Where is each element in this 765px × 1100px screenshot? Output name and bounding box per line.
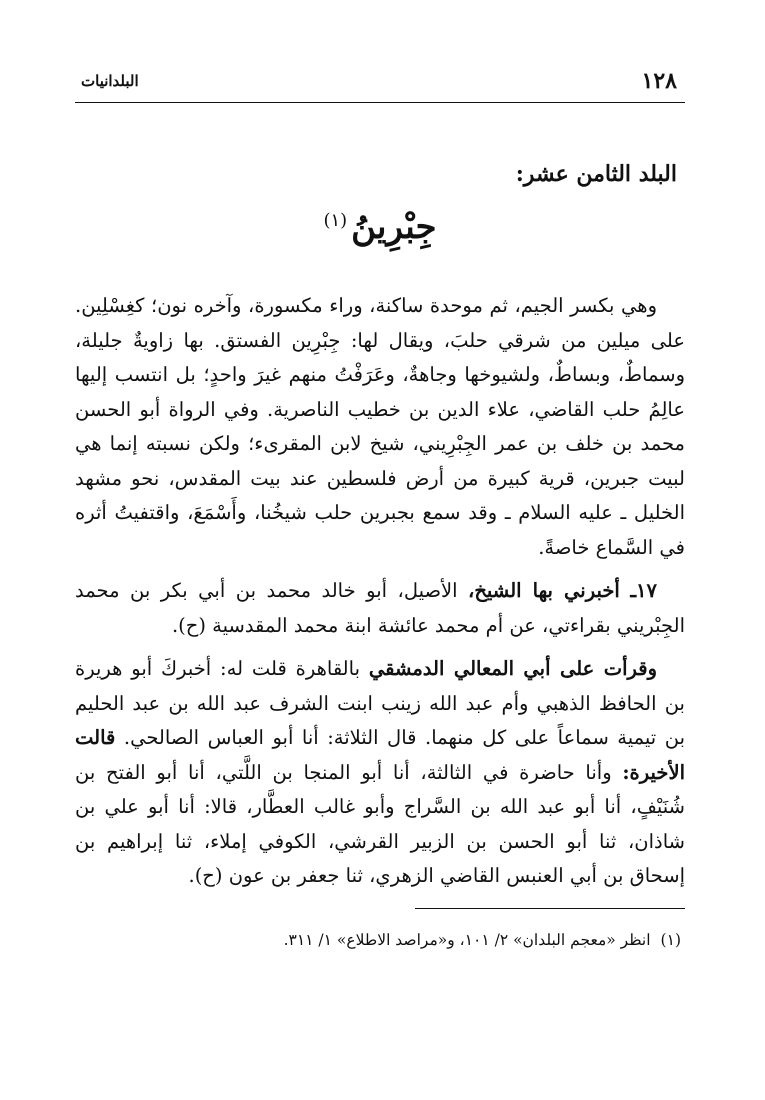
- town-name: جِبْرِينُ: [351, 207, 437, 247]
- description-paragraph: وهي بكسر الجيم، ثم موحدة ساكنة، وراء مكسورة، وآخره نون؛ كغِسْلِين. على ميلين من شرقي حلبَ، ويقال لها: جِبْرِين الفستق. بها زاويةٌ جليلة، وسماطٌ، وبساطٌ، ولشيوخها وجاهةٌ، وعَرَفْتُ منهم غيرَ واحدٍ؛ بل انتسب إليها عالِمُ حلب القاضي، علاء الدين بن خطيب الناصرية. وفي الرواة أبو الحسن محمد بن خلف بن عمر الجِبْرِيني، شيخ لابن المقرىء؛ ولكن نسبته إنما هي لبيت جبرين، قرية كبيرة من أرض فلسطين عند بيت المقدس، نحو مشهد الخليل ـ عليه السلام ـ وقد سمع بجبرين حلب شيخُنا، وأَسْمَعَ، واقتفيتُ أثره في السَّماع خاصةً.: [75, 294, 685, 559]
- footnote-reference: (١): [323, 209, 348, 231]
- second-narration-text-2: وأنا حاضرة في الثالثة، أنا أبو المنجا بن اللَّتي، أنا أبو الفتح بن شُنَيْفٍ، أنا أبو عبد الله بن السَّراج وأبو غالب العطَّار، قالا: أنا أبو علي بن شاذان، ثنا أبو الحسن بن الزبير القرشي، الكوفي إملاء، ثنا إبراهيم بن إسحاق بن أبي العنبس القاضي الزهري، ثنا جعفر بن عون (ح).: [75, 760, 685, 887]
- second-narration-text-1: بالقاهرة قلت له: أخبركَ أبو هريرة بن الحافظ الذهبي وأم عبد الله زينب ابنت الشرف عبد الله بن عبد الحليم بن تيمية سماعاً على كل منهما. قال الثلاثة: أنا أبو العباس الصالحي.: [75, 657, 685, 749]
- section-label: البلد الثامن عشر:: [515, 161, 677, 187]
- second-narration-bold: قالت الأخيرة:: [75, 726, 685, 784]
- body-text: [75, 289, 685, 894]
- running-header: [75, 66, 685, 103]
- narration-lead: أخبرني بها الشيخ،: [468, 579, 620, 602]
- footnote-text: انظر «معجم البلدان» ٢/ ١٠١، و«مراصد الاطلاع» ١/ ٣١١.: [283, 930, 651, 949]
- footnote-divider: [415, 908, 685, 909]
- page-number: ١٢٨: [641, 68, 677, 94]
- footnote-number: (١): [660, 930, 681, 949]
- narration-text: الأصيل، أبو خالد محمد بن أبي بكر بن محمد الجِبْريني بقراءتي، عن أم محمد عائشة ابنة محمد المقدسية (ح).: [75, 579, 685, 637]
- second-narration-lead: وقرأت على أبي المعالي الدمشقي: [368, 657, 657, 680]
- town-heading: [75, 207, 685, 269]
- second-narration-paragraph: [75, 652, 685, 894]
- book-page: [75, 66, 685, 1046]
- narration-paragraph: [75, 574, 685, 643]
- book-title: البلدانيات: [81, 72, 139, 90]
- narration-number: ١٧ـ: [630, 579, 657, 602]
- footnote: [75, 931, 685, 949]
